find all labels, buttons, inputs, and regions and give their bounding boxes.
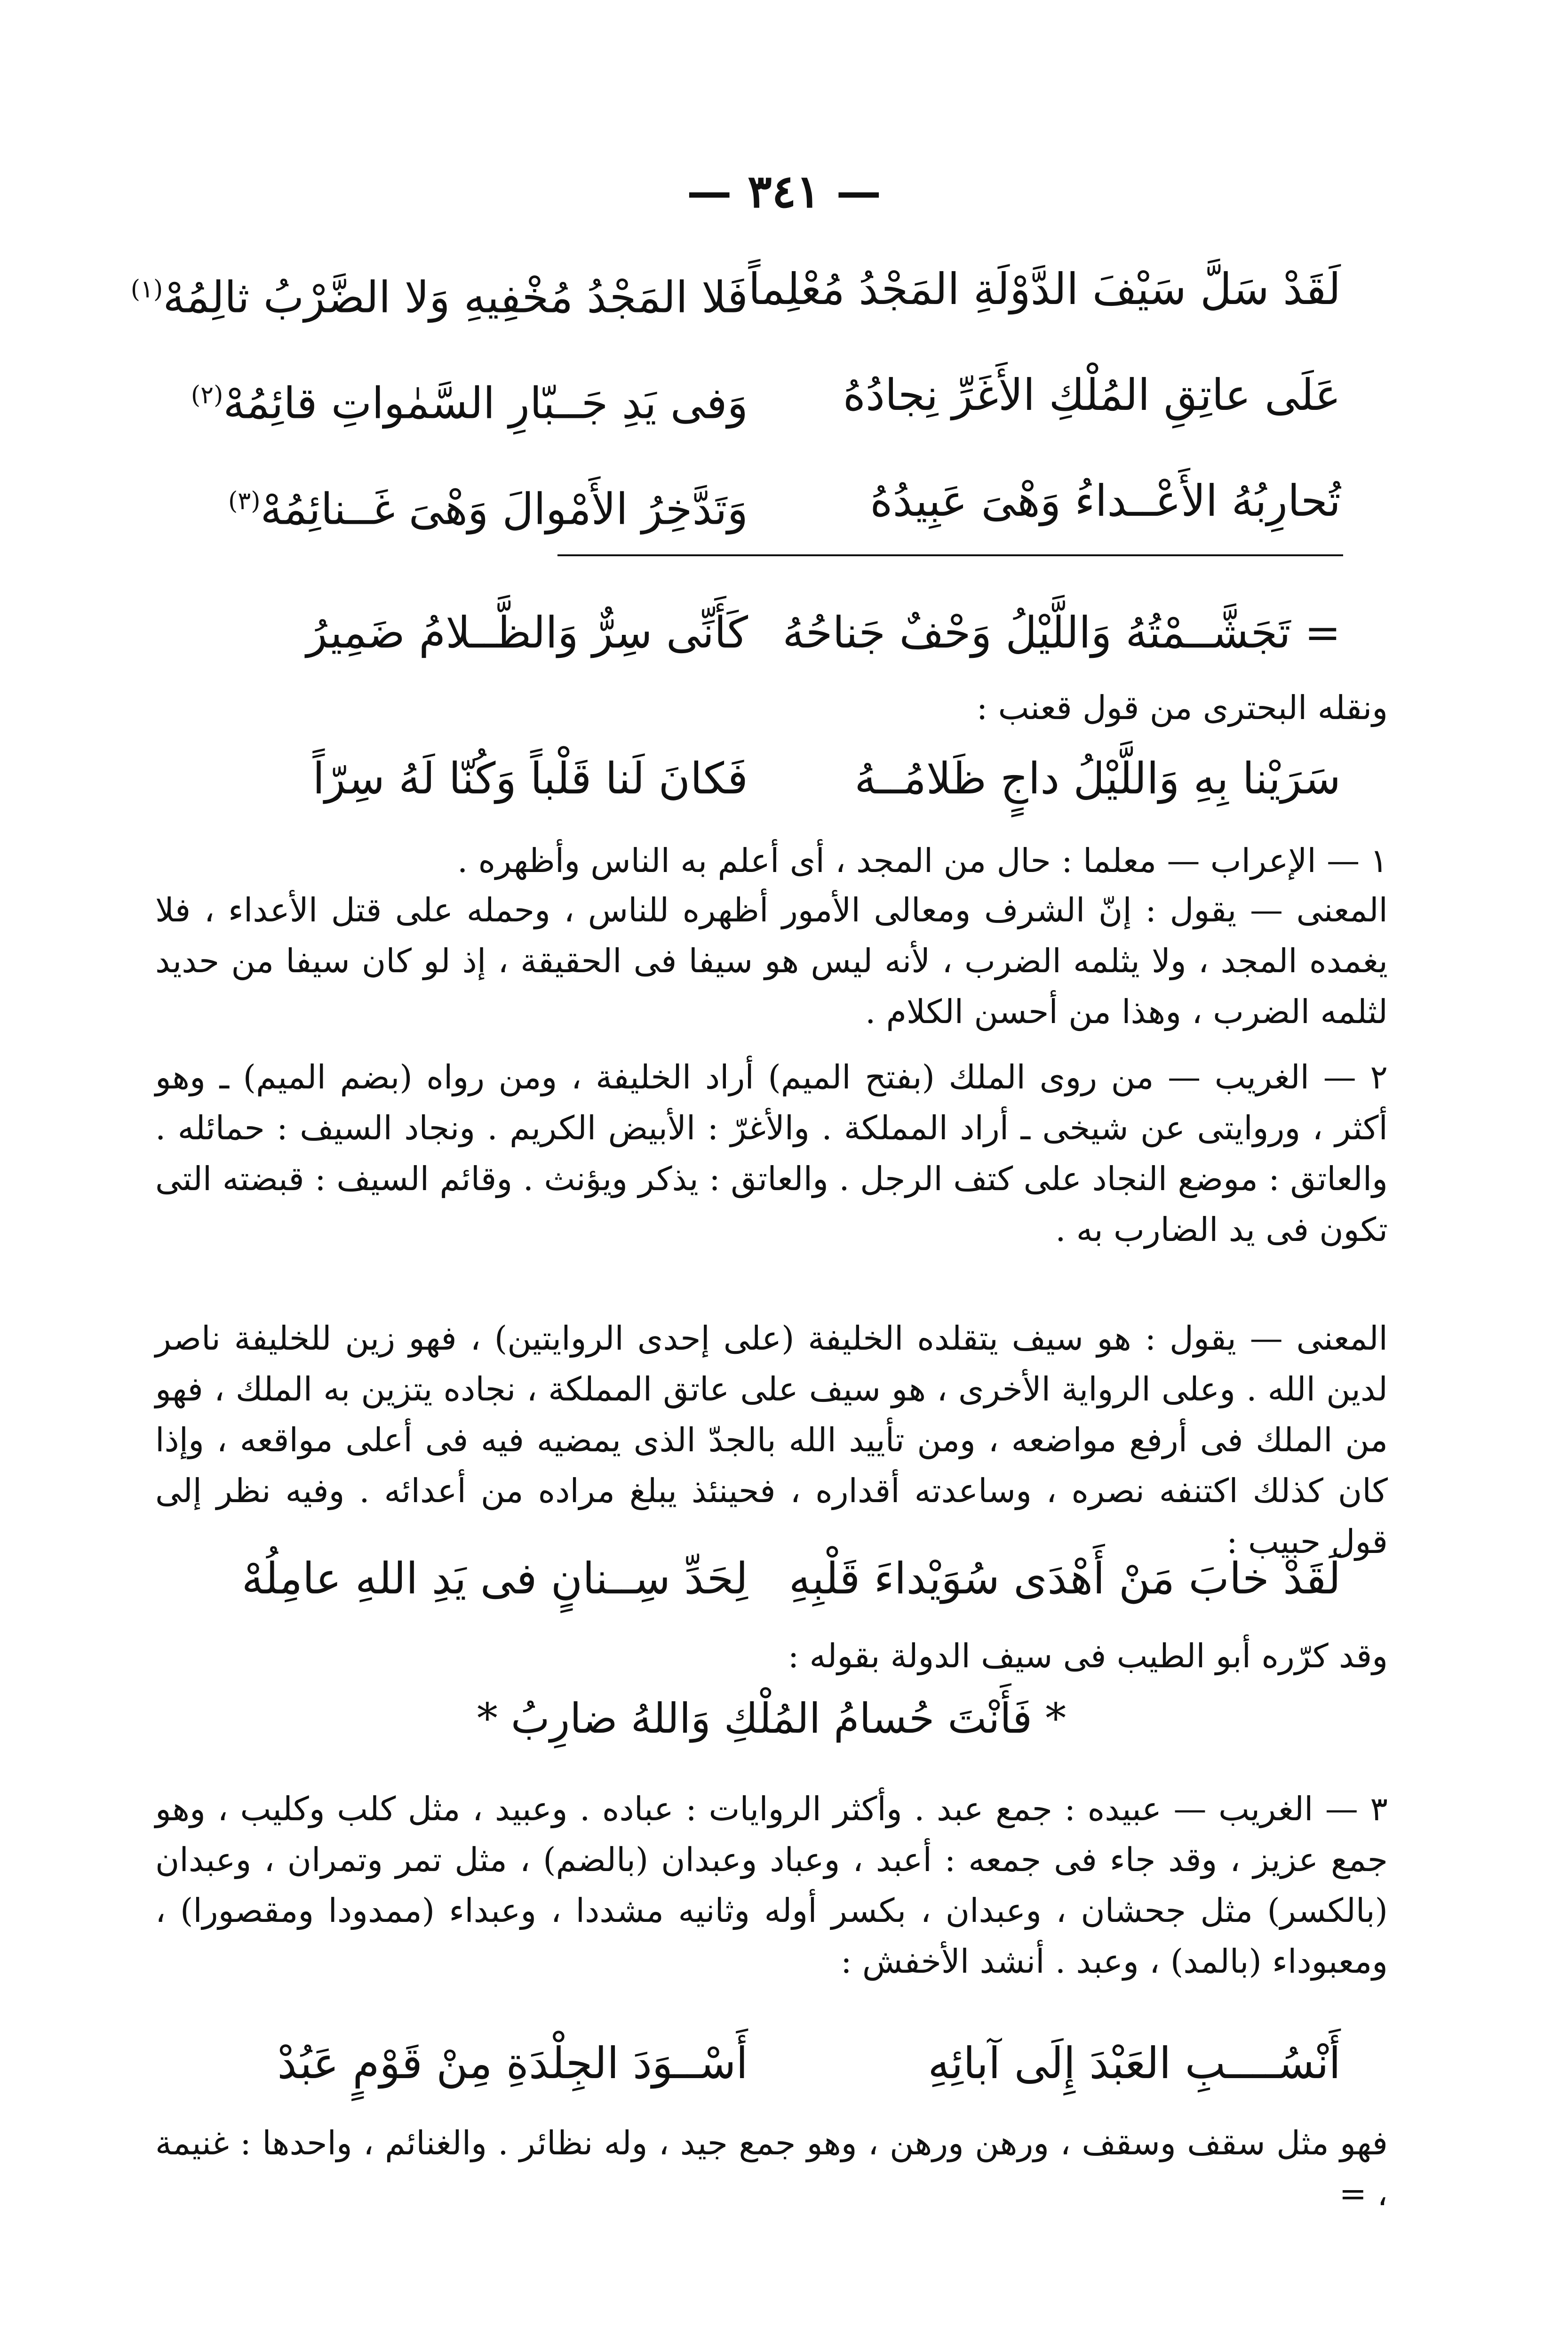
verse-buhturi <box>221 734 1341 824</box>
note-2-meaning: المعنى — يقول : هو سيف يتقلده الخليفة (على إحدى الروايتين) ، فهو زين للخليفة ناصر لدين الله . وعلى الرواية الأخرى ، هو سيف على عاتق المملكة ، نجاده يتزين به الملك ، فهو من الملك فى أرفع مواضعه ، ومن تأييد الله بالجدّ الذى يمضيه فيه فى أعلى مواقعه ، وإذا كان كذلك اكتنفه نصره ، وساعدته أقداره ، فحينئذ يبلغ مراده من أعدائه . وفيه نظر إلى قول حبيب : <box>155 1319 1388 1561</box>
page-number: — ٣٤١ — <box>686 165 882 218</box>
hemistich-first: = تَجَشَّــمْتُهُ وَاللَّيْلُ وَحْفٌ جَناحُهُ <box>782 608 1341 658</box>
hemistich-first: لَقَدْ خابَ مَنْ أَهْدَى سُوَيْداءَ قَلْبِهِ <box>788 1553 1341 1604</box>
note-1-meaning: المعنى — يقول : إنّ الشرف ومعالى الأمور أظهره للناس ، وحمله على قتل الأعداء ، فلا يغمده المجد ، ولا يثلمه الضرب ، لأنه ليس هو سيفا فى الحقيقة ، إذ لو كان سيفا من حديد لثلمه الضرب ، وهذا من أحسن الكلام . <box>155 891 1388 1031</box>
hemistich-first: عَلَى عاتِقِ المُلْكِ الأَغَرِّ نِجادُهُ <box>843 370 1341 420</box>
verse-habib <box>221 1534 1341 1624</box>
hemistich-second: وَفى يَدِ جَــبّارِ السَّمٰواتِ قائِمُهْ$^{(٢)}$ <box>191 378 748 429</box>
note-2-vocabulary: ٢ — الغريب — من روى الملك (بفتح الميم) أراد الخليفة ، ومن رواه (بضم الميم) ـ وهو أكثر ، وروايتى عن شيخى ـ أراد المملكة . والأغرّ : الأبيض الكريم . ونجاد السيف : حمائله . والعاتق : موضع النجاد على كتف الرجل . والعاتق : يذكر ويؤنث . وقائم السيف : قبضته التى تكون فى يد الضارب به . <box>155 1058 1388 1249</box>
hemistich-first: تُحارِبُهُ الأَعْــداءُ وَهْىَ عَبِيدُهُ <box>870 476 1341 526</box>
verse-1 <box>130 245 1341 334</box>
hemistich-second: فَكانَ لَنا قَلْباً وَكُنّا لَهُ سِرّاً <box>312 753 748 804</box>
verse-3 <box>221 456 1341 546</box>
note-3-continued: فهو مثل سقف وسقف ، ورهن ورهن ، وهو جمع جيد ، وله نظائر . والغنائم ، واحدها : غنيمة ، = <box>155 2124 1388 2213</box>
footnote-marker: (١) <box>130 275 163 304</box>
single-hemistich: * فَأَنْتَ حُسامُ المُلْكِ وَاللهُ ضارِبُ * <box>477 1694 1067 1743</box>
note-3-vocabulary: ٣ — الغريب — عبيده : جمع عبد . وأكثر الروايات : عباده . وعبيد ، مثل كلب وكليب ، وهو جمع عزيز ، وقد جاء فى جمعه : أعبد ، وعباد وعبدان (بالضم) ، مثل تمر وتمران ، وعبدان (بالكسر) مثل جحشان ، وعبدان ، بكسر أوله وثانيه مشددا ، وعبداء (ممدودا ومقصورا) ، ومعبوداء (بالمد) ، وعبد . أنشد الأخفش : <box>155 1790 1388 1981</box>
note-1-irab: ١ — الإعراب — معلما : حال من المجد ، أى أعلم به الناس وأظهره . <box>457 841 1388 880</box>
intro-buhturi: ونقله البحترى من قول قعنب : <box>976 688 1388 727</box>
hemistich-first: أَنْسُــــبِ العَبْدَ إِلَى آبائِهِ <box>928 2038 1341 2088</box>
hemistich-second: أَسْــوَدَ الجِلْدَةِ مِنْ قَوْمٍ عَبُدْ <box>277 2038 748 2088</box>
intro-abu-tayyib: وقد كرّره أبو الطيب فى سيف الدولة بقوله : <box>788 1637 1388 1675</box>
hemistich-first: سَرَيْنا بِهِ وَاللَّيْلُ داجٍ ظَلامُــهُ <box>854 753 1341 804</box>
verse-akhfash <box>221 2019 1341 2108</box>
verse-continued <box>221 588 1341 678</box>
hemistich-first: لَقَدْ سَلَّ سَيْفَ الدَّوْلَةِ المَجْدُ مُعْلِماً <box>748 264 1341 314</box>
footnote-divider <box>557 554 1343 556</box>
footnote-marker: (٣) <box>228 487 261 515</box>
hemistich-second: كَأَنِّى سِرٌّ وَالظَّــلامُ ضَمِيرُ <box>306 608 748 658</box>
verse-2 <box>191 351 1341 440</box>
hemistich-second: فَلا المَجْدُ مُخْفِيهِ وَلا الضَّرْبُ ثالِمُهْ$^{(١)}$ <box>130 272 748 323</box>
hemistich-second: وَتَدَّخِرُ الأَمْوالَ وَهْىَ غَــنائِمُهْ$^{(٣)}$ <box>228 484 748 535</box>
hemistich-second: لِحَدِّ سِــنانٍ فى يَدِ اللهِ عامِلُهْ <box>241 1553 748 1604</box>
footnote-marker: (٢) <box>191 381 223 409</box>
